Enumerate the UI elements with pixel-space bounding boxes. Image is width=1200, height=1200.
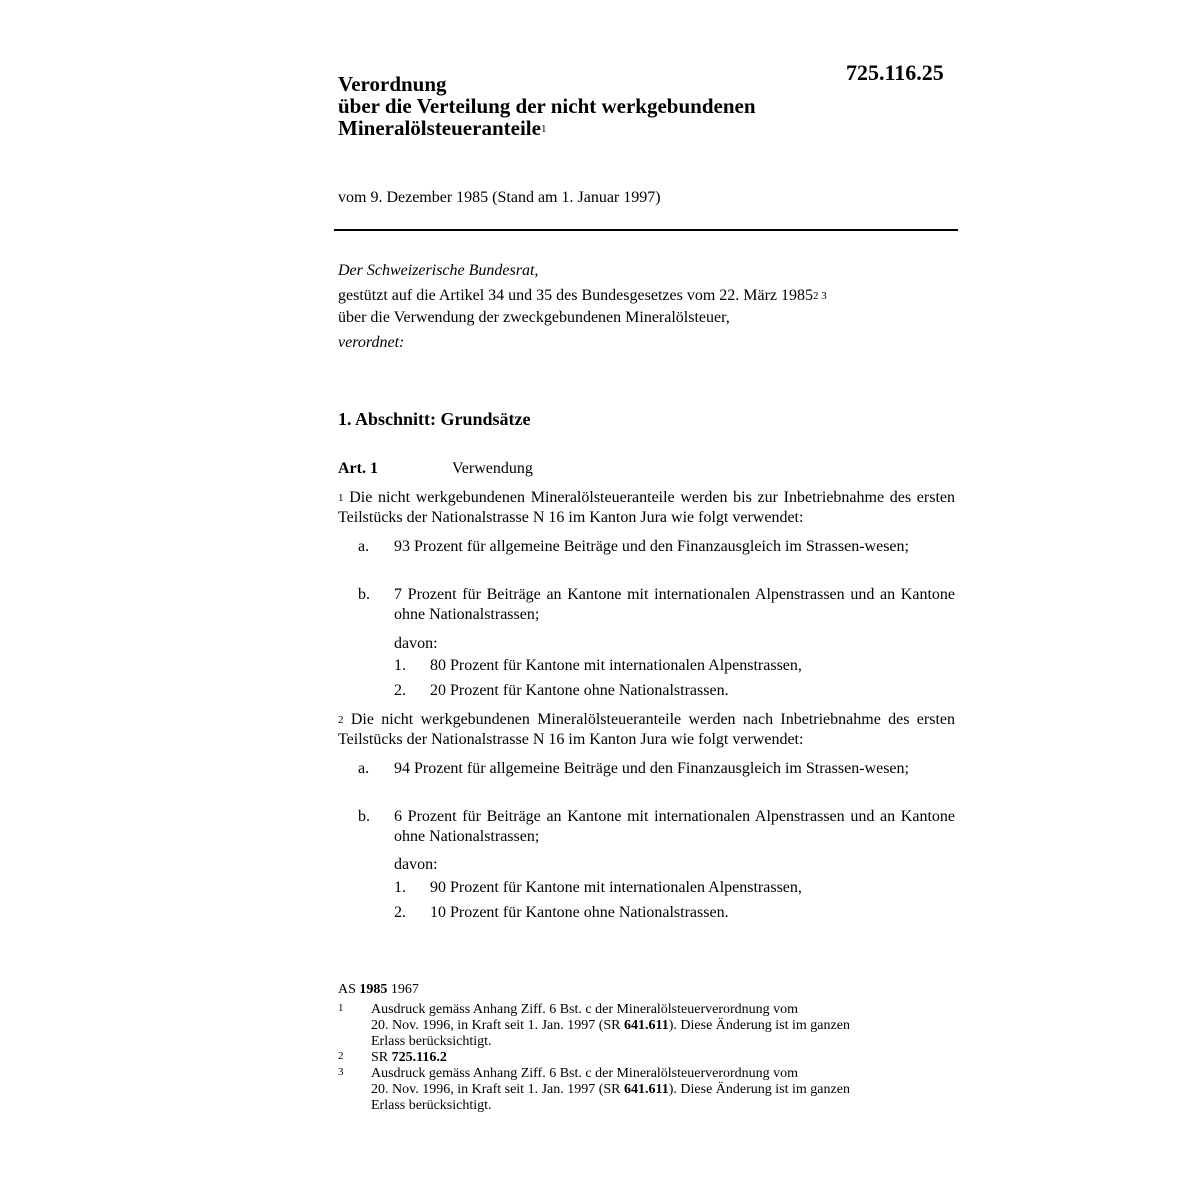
source-year: 1985	[359, 982, 388, 997]
footnote-number: 3	[338, 1066, 344, 1078]
sub-item-text: 80 Prozent für Kantone mit internationalen Alpenstrassen,	[430, 657, 802, 674]
davon-label: davon:	[394, 856, 438, 873]
paragraph-text: Die nicht werkgebundenen Mineralölsteueranteile werden nach Inbetriebnahme des ersten Teilstücks der Nationalstrasse N 16 im Kanton Jura wie folgt verwendet:	[338, 711, 955, 748]
title-line-1: Verordnung	[338, 72, 447, 96]
footnote-number: 1	[338, 1002, 344, 1014]
legal-basis-text: gestützt auf die Artikel 34 und 35 des Bundesgesetzes vom 22. März 1985	[338, 287, 814, 304]
legal-basis-line-2: über die Verwendung der zweckgebundenen Mineralölsteuer,	[338, 309, 730, 326]
footnote-3	[371, 1066, 931, 1114]
footnote-line: Ausdruck gemäss Anhang Ziff. 6 Bst. c der Mineralölsteuerverordnung vom	[371, 1002, 799, 1017]
footnote-number: 2	[338, 1050, 344, 1062]
footnote-text: ). Diese Änderung ist im ganzen	[668, 1018, 850, 1033]
sr-number: 725.116.25	[846, 60, 944, 85]
paragraph-number: 1	[338, 492, 344, 504]
legal-basis-line-1	[338, 286, 827, 306]
sr-link[interactable]: 725.116.2	[391, 1050, 447, 1065]
header-rule	[334, 229, 958, 231]
footnote-line	[371, 1082, 931, 1098]
list-item-text: 6 Prozent für Beiträge an Kantone mit internationalen Alpenstrassen und an Kantone ohne Nationalstrassen;	[394, 808, 955, 845]
title-line-3	[338, 117, 756, 139]
sr-link[interactable]: 641.611	[624, 1082, 669, 1097]
footnote-2	[371, 1050, 931, 1066]
footnote-text: SR	[371, 1050, 389, 1065]
sub-item-label: 2.	[394, 904, 406, 921]
sub-item-label: 1.	[394, 879, 406, 896]
sr-link[interactable]: 641.611	[624, 1018, 669, 1033]
footnote-text: ). Diese Änderung ist im ganzen	[668, 1082, 850, 1097]
sub-item-text: 90 Prozent für Kantone mit internationalen Alpenstrassen,	[430, 879, 802, 896]
section-heading: 1. Abschnitt: Grundsätze	[338, 409, 531, 429]
sub-item-text: 20 Prozent für Kantone ohne Nationalstrassen.	[430, 682, 729, 699]
paragraph-2	[338, 710, 955, 750]
list-item-text: 94 Prozent für allgemeine Beiträge und den Finanzausgleich im Strassen-wesen;	[394, 760, 909, 777]
paragraph-text: Die nicht werkgebundenen Mineralölsteueranteile werden bis zur Inbetriebnahme des ersten Teilstücks der Nationalstrasse N 16 im Kanton Jura wie folgt verwendet:	[338, 489, 956, 526]
article-title: Verwendung	[452, 460, 533, 477]
list-item-text: 93 Prozent für allgemeine Beiträge und den Finanzausgleich im Strassen-wesen;	[394, 538, 909, 555]
document-title	[338, 73, 756, 139]
davon-label: davon:	[394, 635, 438, 652]
source-reference	[338, 982, 419, 998]
sub-item-text: 10 Prozent für Kantone ohne Nationalstrassen.	[430, 904, 729, 921]
list-item-text: 7 Prozent für Beiträge an Kantone mit internationalen Alpenstrassen und an Kantone ohne Nationalstrassen;	[394, 586, 955, 623]
footnote-text: 20. Nov. 1996, in Kraft seit 1. Jan. 1997 (SR	[371, 1018, 621, 1033]
paragraph-number: 2	[338, 714, 344, 726]
footnote-text: 20. Nov. 1996, in Kraft seit 1. Jan. 1997 (SR	[371, 1082, 621, 1097]
footnote-1	[371, 1002, 931, 1050]
decree: verordnet:	[338, 334, 405, 351]
footnote-line: Erlass berücksichtigt.	[371, 1034, 492, 1049]
footnote-line	[371, 1018, 931, 1034]
source-prefix: AS	[338, 982, 356, 997]
list-item-label: a.	[358, 538, 370, 555]
sub-item-label: 1.	[394, 657, 406, 674]
title-line-2: über die Verteilung der nicht werkgebundenen	[338, 94, 756, 118]
title-line-3-text: Mineralölsteueranteile	[338, 116, 541, 140]
issuer: Der Schweizerische Bundesrat,	[338, 262, 539, 279]
date-line: vom 9. Dezember 1985 (Stand am 1. Januar 1997)	[338, 189, 661, 206]
list-item-label: b.	[358, 808, 370, 825]
footnote-line: Ausdruck gemäss Anhang Ziff. 6 Bst. c der Mineralölsteuerverordnung vom	[371, 1066, 799, 1081]
article-number: Art. 1	[338, 460, 378, 477]
footnote-refs-2-3[interactable]: 2 3	[813, 290, 827, 302]
source-page: 1967	[390, 982, 419, 997]
sub-item-label: 2.	[394, 682, 406, 699]
paragraph-1	[338, 488, 955, 528]
footnote-ref-1[interactable]: 1	[540, 123, 547, 135]
footnote-line: Erlass berücksichtigt.	[371, 1098, 492, 1113]
list-item-label: b.	[358, 586, 370, 603]
list-item-label: a.	[358, 760, 370, 777]
